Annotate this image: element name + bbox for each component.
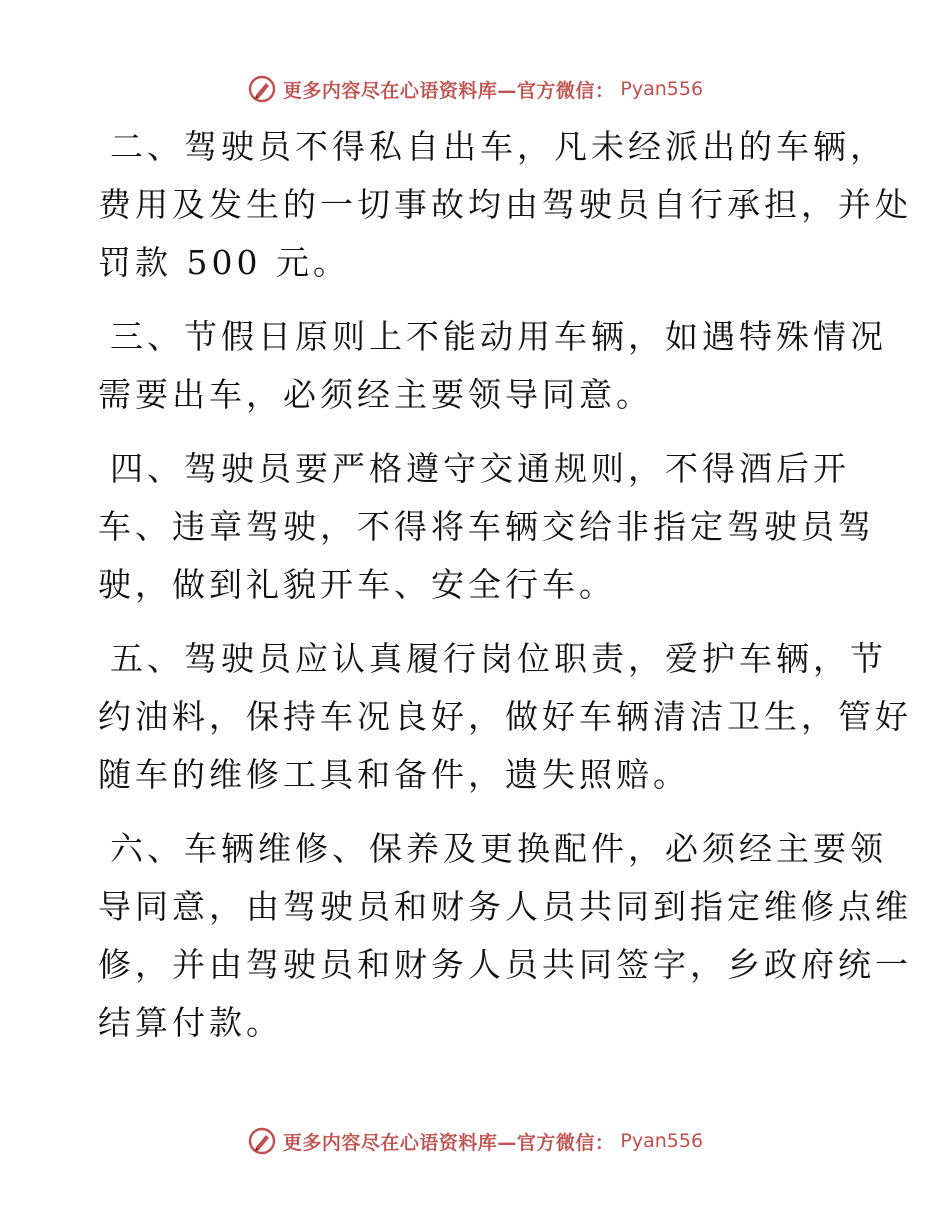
paragraph-line: 修，并由驾驶员和财务人员共同签字，乡政府统一 [98,945,912,984]
paragraph-line: 导同意，由驾驶员和财务人员共同到指定维修点维 [98,887,912,926]
watermark-footer [0,1126,950,1156]
watermark-wechat-id: Pyan556 [620,78,704,100]
paragraph-2 [98,118,912,292]
watermark-header [0,74,950,104]
pen-logo-icon [247,74,277,104]
paragraph-line: 五、驾驶员应认真履行岗位职责，爱护车辆，节 [110,639,887,678]
paragraph-line: 随车的维修工具和备件，遗失照赔。 [98,755,690,794]
paragraph-line: 四、驾驶员要严格遵守交通规则，不得酒后开 [110,449,850,488]
paragraph-line: 费用及发生的一切事故均由驾驶员自行承担，并处 [98,185,912,224]
paragraph-line: 罚款 500 元。 [98,243,350,282]
paragraph-line: 驶，做到礼貌开车、安全行车。 [98,565,616,604]
paragraph-line: 结算付款。 [98,1003,283,1042]
watermark-wechat-id: Pyan556 [620,1130,704,1152]
watermark-text: 更多内容尽在心语资料库—官方微信： [282,1131,615,1154]
paragraph-line: 六、车辆维修、保养及更换配件，必须经主要领 [110,829,887,868]
paragraph-3 [98,308,887,424]
paragraph-5 [98,630,912,804]
paragraph-line: 需要出车，必须经主要领导同意。 [98,375,653,414]
paragraph-4 [98,440,875,614]
paragraph-line: 约油料，保持车况良好，做好车辆清洁卫生，管好 [98,697,912,736]
watermark-text: 更多内容尽在心语资料库—官方微信： [282,79,615,102]
paragraph-6 [98,820,912,1052]
paragraph-line: 车、违章驾驶，不得将车辆交给非指定驾驶员驾 [98,507,875,546]
paragraph-line: 三、节假日原则上不能动用车辆，如遇特殊情况 [110,317,887,356]
pen-logo-icon [247,1126,277,1156]
document-body [98,118,912,1068]
paragraph-line: 二、驾驶员不得私自出车，凡未经派出的车辆， [110,127,887,166]
